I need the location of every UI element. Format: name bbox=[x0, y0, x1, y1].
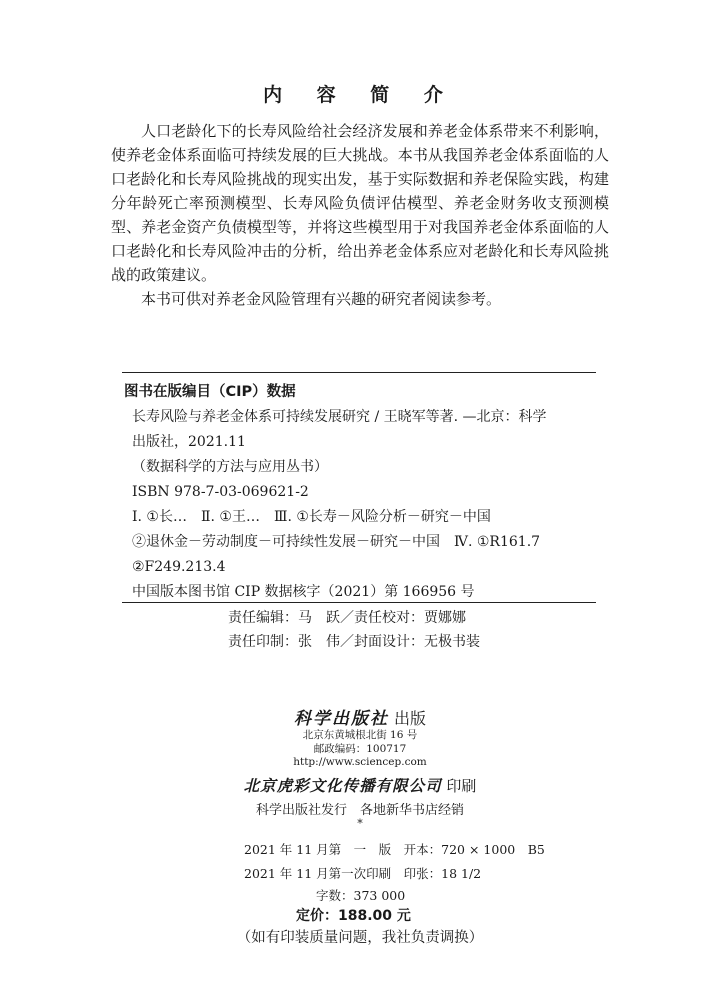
publisher-website: http://www.sciencep.com bbox=[293, 756, 427, 768]
printer-name: 北京虎彩文化传播有限公司 bbox=[243, 776, 442, 795]
cip-heading: 图书在版编目（CIP）数据 bbox=[124, 384, 296, 400]
distribution-line: 科学出版社发行 各地新华书店经销 bbox=[255, 803, 464, 818]
edition-line: 2021 年 11 月第 一 版 开本：720 × 1000 B5 bbox=[244, 842, 545, 857]
content-summary bbox=[111, 119, 609, 311]
publisher-name: 科学出版社 bbox=[293, 709, 389, 729]
cip-line: 出版社，2021.11 bbox=[132, 434, 246, 450]
printer-suffix: 印刷 bbox=[441, 777, 477, 795]
editor-credits bbox=[228, 606, 480, 654]
cip-line: ②F249.213.4 bbox=[132, 559, 226, 575]
price: 定价：188.00 元 bbox=[296, 908, 411, 924]
cip-line: ②退休金－劳动制度－可持续性发展－研究－中国 Ⅳ. ①R161.7 bbox=[132, 534, 541, 550]
cip-line: （数据科学的方法与应用丛书） bbox=[132, 459, 328, 475]
cip-block bbox=[132, 405, 594, 605]
publisher-address: 北京东黄城根北街 16 号 bbox=[302, 729, 418, 741]
word-count: 字数：373 000 bbox=[316, 888, 406, 903]
printer-line bbox=[0, 774, 720, 796]
publisher-zip: 邮政编码：100717 bbox=[313, 743, 407, 755]
cip-line: 长寿风险与养老金体系可持续发展研究 / 王晓军等著. —北京：科学 bbox=[132, 409, 547, 425]
editor-line: 责任印制：张 伟／封面设计：无极书装 bbox=[228, 634, 480, 650]
cip-line: ISBN 978-7-03-069621-2 bbox=[132, 484, 309, 500]
publisher-suffix: 出版 bbox=[388, 709, 427, 728]
separator-star: * bbox=[357, 817, 363, 830]
cip-bottom-rule bbox=[122, 602, 596, 603]
cip-line: Ⅰ. ①长… Ⅱ. ①王… Ⅲ. ①长寿－风险分析－研究－中国 bbox=[132, 509, 491, 525]
printing-line: 2021 年 11 月第一次印刷 印张：18 1/2 bbox=[244, 866, 482, 881]
cip-line: 中国版本图书馆 CIP 数据核字（2021）第 166956 号 bbox=[132, 584, 475, 600]
publisher-line bbox=[0, 704, 720, 729]
page-title: 内 容 简 介 bbox=[263, 84, 457, 106]
summary-paragraph: 人口老龄化下的长寿风险给社会经济发展和养老金体系带来不利影响，使养老金体系面临可持续发展的巨大挑战。本书从我国养老金体系面临的人口老龄化和长寿风险挑战的现实出发，基于实际数据和养老保险实践，构建分年龄死亡率预测模型、长寿风险负债评估模型、养老金财务收支预测模型、养老金资产负债模型等，并将这些模型用于对我国养老金体系面临的人口老龄化和长寿风险冲击的分析，给出养老金体系应对老龄化和长寿风险挑战的政策建议。 bbox=[111, 122, 609, 284]
quality-notice: （如有印装质量问题，我社负责调换） bbox=[236, 930, 484, 946]
editor-line: 责任编辑：马 跃／责任校对：贾娜娜 bbox=[228, 610, 466, 626]
summary-paragraph: 本书可供对养老金风险管理有兴趣的研究者阅读参考。 bbox=[141, 290, 502, 308]
cip-top-rule bbox=[122, 372, 596, 373]
